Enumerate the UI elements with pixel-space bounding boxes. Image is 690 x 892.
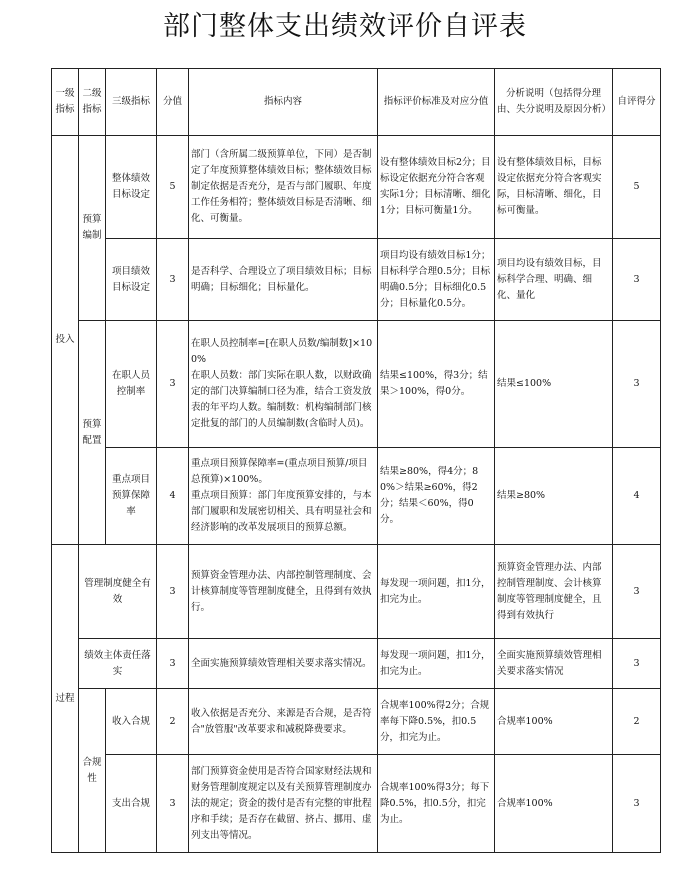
group-input: 投入 <box>52 136 79 545</box>
indicator-score: 5 <box>157 136 189 239</box>
indicator-l3: 在职人员控制率 <box>106 321 157 448</box>
indicator-l3: 支出合规 <box>106 755 157 853</box>
indicator-score: 3 <box>157 321 189 448</box>
indicator-standard: 合规率100%得2分；合规率每下降0.5%，扣0.5分，扣完为止。 <box>378 689 495 755</box>
indicator-standard: 设有整体绩效目标2分；目标设定依据充分符合客观实际1分；目标清晰、细化1分；目标可衡量1分。 <box>378 136 495 239</box>
indicator-standard: 项目均设有绩效目标1分；目标科学合理0.5分；目标明确0.5分；目标细化0.5分；目标量化0.5分。 <box>378 239 495 321</box>
indicator-standard: 每发现一项问题，扣1分，扣完为止。 <box>378 545 495 639</box>
indicator-standard: 结果≤100%，得3分；结果＞100%，得0分。 <box>378 321 495 448</box>
indicator-l3: 项目绩效目标设定 <box>106 239 157 321</box>
indicator-l3: 重点项目预算保障率 <box>106 448 157 545</box>
indicator-l3: 绩效主体责任落实 <box>79 639 157 689</box>
header-level2: 二级指标 <box>79 69 106 136</box>
indicator-content: 是否科学、合理设立了项目绩效目标；目标明确；目标细化；目标量化。 <box>189 239 378 321</box>
table-row <box>52 755 661 853</box>
table-row <box>52 136 661 239</box>
header-self-score: 自评得分 <box>613 69 661 136</box>
table-row <box>52 239 661 321</box>
indicator-l3: 整体绩效目标设定 <box>106 136 157 239</box>
indicator-analysis: 结果≥80% <box>495 448 613 545</box>
indicator-content: 在职人员控制率=[在职人员数/编制数]×100% 在职人员数：部门实际在职人数，以财政确定的部门决算编制口径为准，结合工资发放表的年平均人数。编制数：机构编制部门核定批复的部门的人员编制数(含临时人员)。 <box>189 321 378 448</box>
indicator-self-score: 3 <box>613 545 661 639</box>
indicator-analysis: 合规率100% <box>495 689 613 755</box>
table-row <box>52 321 661 448</box>
header-row <box>52 69 661 136</box>
page-title: 部门整体支出绩效评价自评表 <box>163 11 527 42</box>
group-compliance: 合规性 <box>79 689 106 853</box>
header-analysis: 分析说明（包括得分理由、失分说明及原因分析） <box>495 69 613 136</box>
indicator-content: 部门（含所属二级预算单位，下同）是否制定了年度预算整体绩效目标；整体绩效目标制定依据是否充分，是否与部门履职、年度工作任务相符；整体绩效目标是否清晰、细化、可衡量。 <box>189 136 378 239</box>
indicator-standard: 合规率100%得3分；每下降0.5%，扣0.5分，扣完为止。 <box>378 755 495 853</box>
indicator-self-score: 2 <box>613 689 661 755</box>
header-level1: 一级指标 <box>52 69 79 136</box>
indicator-analysis: 合规率100% <box>495 755 613 853</box>
indicator-self-score: 3 <box>613 321 661 448</box>
indicator-score: 2 <box>157 689 189 755</box>
indicator-self-score: 3 <box>613 239 661 321</box>
indicator-analysis: 结果≤100% <box>495 321 613 448</box>
group-budget-alloc: 预算配置 <box>79 321 106 545</box>
indicator-self-score: 5 <box>613 136 661 239</box>
header-level3: 三级指标 <box>106 69 157 136</box>
indicator-analysis: 全面实施预算绩效管理相关要求落实情况 <box>495 639 613 689</box>
indicator-score: 3 <box>157 239 189 321</box>
indicator-content: 重点项目预算保障率=(重点项目预算/项目总预算)×100%。 重点项目预算：部门年度预算安排的，与本部门履职和发展密切相关、具有明显社会和经济影响的改革发展项目的预算总额。 <box>189 448 378 545</box>
indicator-score: 4 <box>157 448 189 545</box>
indicator-content: 全面实施预算绩效管理相关要求落实情况。 <box>189 639 378 689</box>
indicator-analysis: 设有整体绩效目标，目标设定依据充分符合客观实际，目标清晰、细化，目标可衡量。 <box>495 136 613 239</box>
indicator-content: 部门预算资金使用是否符合国家财经法规和财务管理制度规定以及有关预算管理制度办法的规定；资金的拨付是否有完整的审批程序和手续；是否存在截留、挤占、挪用、虚列支出等情况。 <box>189 755 378 853</box>
indicator-l3: 收入合规 <box>106 689 157 755</box>
indicator-content: 收入依据是否充分、来源是否合规，是否符合"放管服"改革要求和减税降费要求。 <box>189 689 378 755</box>
group-budget-prep: 预算编制 <box>79 136 106 321</box>
header-score: 分值 <box>157 69 189 136</box>
indicator-content: 预算资金管理办法、内部控制管理制度、会计核算制度等管理制度健全，且得到有效执行。 <box>189 545 378 639</box>
indicator-score: 3 <box>157 639 189 689</box>
table-row <box>52 639 661 689</box>
evaluation-table <box>51 68 661 853</box>
indicator-self-score: 3 <box>613 639 661 689</box>
indicator-self-score: 4 <box>613 448 661 545</box>
table-row <box>52 689 661 755</box>
group-process: 过程 <box>52 545 79 853</box>
header-content: 指标内容 <box>189 69 378 136</box>
indicator-l3: 管理制度健全有效 <box>79 545 157 639</box>
indicator-standard: 每发现一项问题，扣1分，扣完为止。 <box>378 639 495 689</box>
table-row <box>52 545 661 639</box>
table-row <box>52 448 661 545</box>
indicator-analysis: 预算资金管理办法、内部控制管理制度、会计核算制度等管理制度健全，且得到有效执行 <box>495 545 613 639</box>
indicator-analysis: 项目均设有绩效目标，目标科学合理、明确、细化、量化 <box>495 239 613 321</box>
indicator-standard: 结果≥80%，得4分；80%＞结果≥60%，得2分；结果＜60%，得0分。 <box>378 448 495 545</box>
header-standard: 指标评价标准及对应分值 <box>378 69 495 136</box>
indicator-score: 3 <box>157 545 189 639</box>
indicator-self-score: 3 <box>613 755 661 853</box>
indicator-score: 3 <box>157 755 189 853</box>
